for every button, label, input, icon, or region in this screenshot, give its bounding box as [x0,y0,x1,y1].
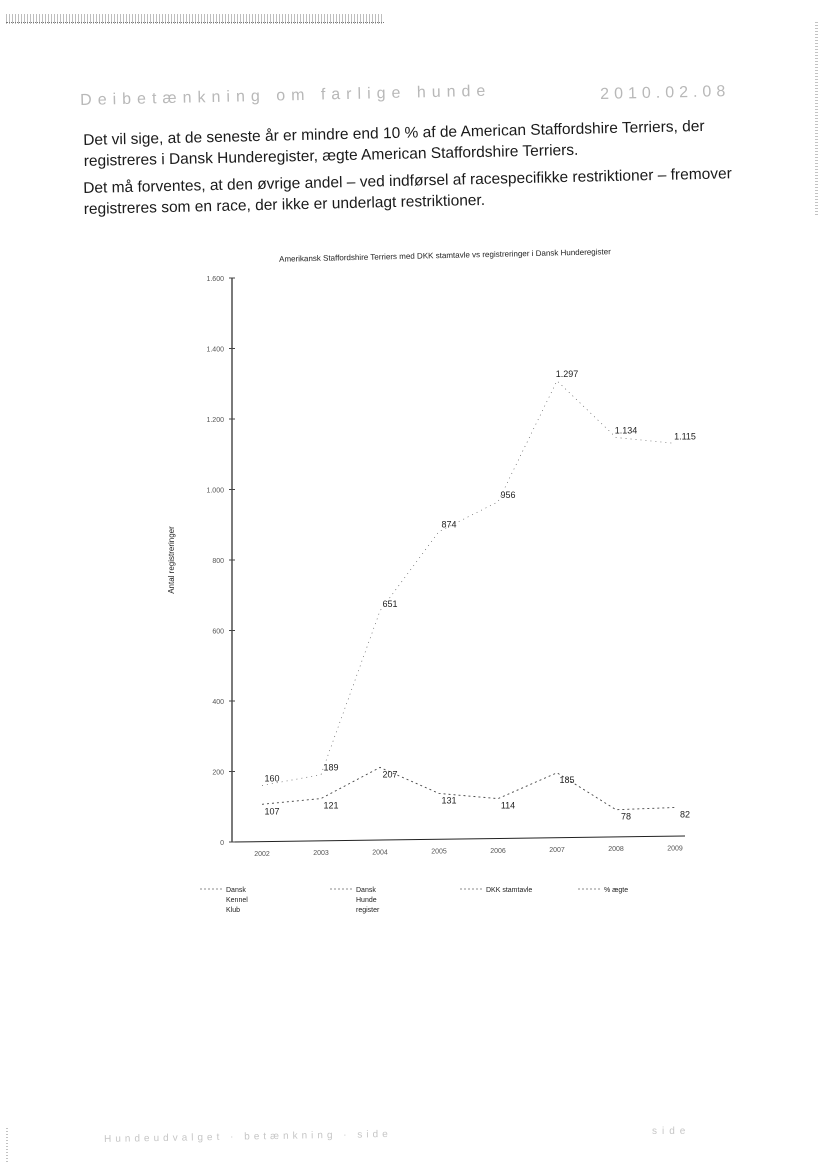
x-tick-label: 2006 [490,847,506,855]
y-tick-label: 800 [212,558,224,565]
x-tick-label: 2008 [608,846,624,854]
legend-label: Klub [226,907,241,914]
legend-label: % ægte [604,887,629,894]
x-tick-label: 2004 [372,849,388,857]
x-axis [232,836,685,842]
legend-label: Kennel [226,897,248,904]
data-label: 1.115 [674,431,696,442]
data-label: 82 [679,809,691,820]
data-label: 185 [559,774,575,785]
footer-page: side [652,1126,691,1137]
x-tick-label: 2002 [254,851,270,858]
x-tick-label: 2003 [313,850,329,858]
data-label: 1.297 [555,368,579,379]
y-tick-label: 1.600 [206,276,224,283]
y-tick-label: 1.000 [206,487,224,495]
legend-label: Hunde [356,897,377,904]
footer-left: Hundeudvalget · betænkning · side [104,1128,392,1145]
data-label: 651 [382,598,398,609]
y-axis-label: Antal registreringer [167,526,176,594]
scan-artifact-bottom [6,1128,8,1162]
paragraph-1: Det vil sige, at de seneste år er mindre end 10 % af de American Staffordshire Terriers, der registreres i Dansk Hunderegister, ægte American Staffordshire Terriers. [83,117,705,170]
data-label: 956 [500,489,516,500]
y-tick-label: 0 [220,840,224,847]
data-label: 131 [441,795,457,806]
data-label: 207 [382,769,398,780]
x-tick-label: 2005 [431,848,447,856]
scan-artifact-line [6,22,384,23]
scan-artifact-right [815,20,818,215]
header-title: Deibetænkning om farlige hunde [80,82,492,109]
y-tick-label: 1.400 [206,346,224,354]
series-line-dhr [262,381,675,786]
x-tick-label: 2009 [667,845,683,853]
header-date: 2010.02.08 [600,83,731,103]
legend-label: Dansk [226,887,246,894]
chart-title: Amerikansk Staffordshire Terriers med DKK stamtavle vs registreringer i Dansk Hunderegister [278,247,611,264]
data-label: 107 [264,806,280,817]
x-tick-label: 2007 [549,847,565,854]
data-label: 874 [441,519,457,530]
y-tick-label: 400 [212,699,224,706]
line-chart [160,230,700,930]
legend-label: Dansk [356,887,376,894]
y-tick-label: 600 [212,628,224,636]
y-tick-label: 1.200 [206,417,224,424]
data-label: 114 [500,800,516,811]
data-label: 1.134 [614,425,638,436]
legend-label: register [356,907,380,914]
data-label: 189 [323,762,339,773]
y-tick-label: 200 [212,769,224,777]
legend-label: DKK stamtavle [486,887,533,894]
data-label: 160 [264,773,280,784]
paragraph-2: Det må forventes, at den øvrige andel – ved indførsel af racespecifikke restriktioner – fremover registreres som en race, der ikke er underlagt restriktioner. [83,165,732,218]
data-label: 78 [620,811,632,822]
chart-canvas [160,230,700,930]
data-label: 121 [323,800,339,811]
